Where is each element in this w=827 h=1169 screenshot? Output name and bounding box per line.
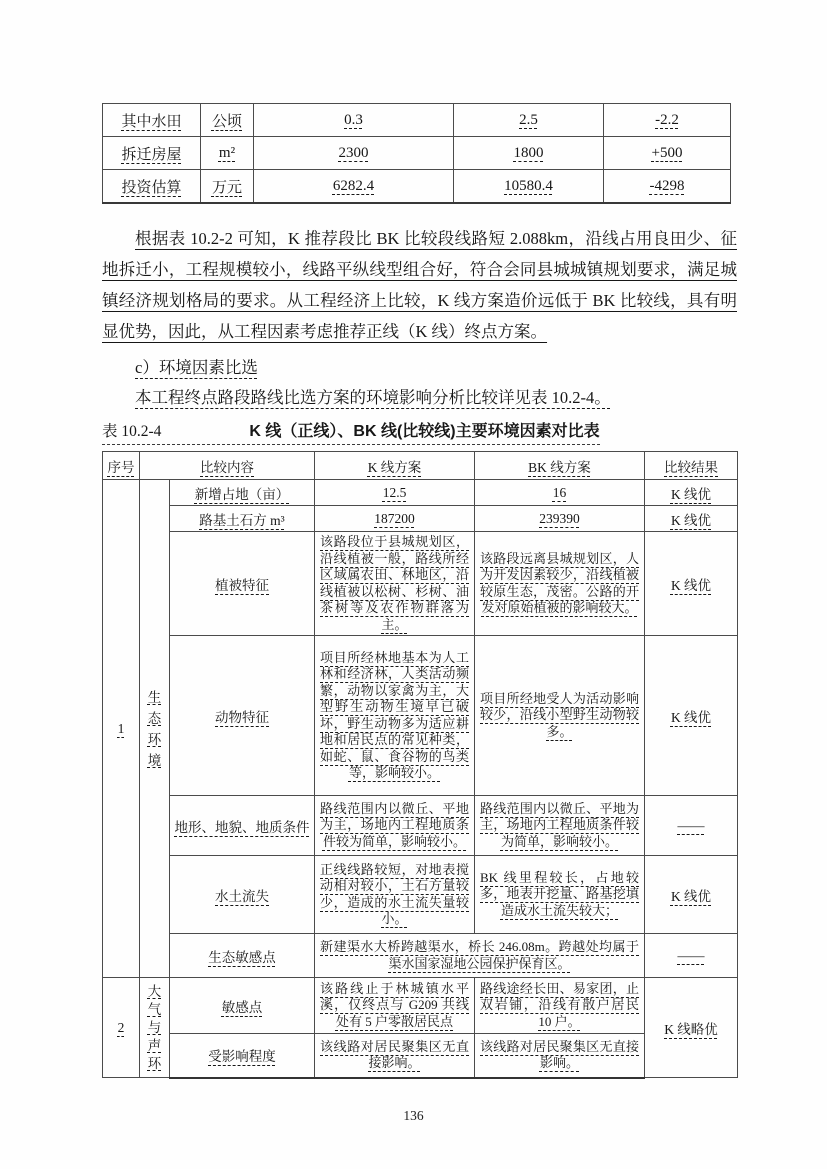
row-label-cell: 其中水田 xyxy=(103,104,201,137)
bk-cell: 路线途经长田、易家团，止双岩铺，沿线有散户居民 10 户。 xyxy=(475,978,645,1034)
table-row xyxy=(103,104,731,137)
bk-cell: 项目所经地受人为活动影响较少，沿线小型野生动物较多。 xyxy=(475,636,645,796)
diff-value-cell: -4298 xyxy=(604,170,731,204)
item-cell: 植被特征 xyxy=(170,532,315,636)
table-row xyxy=(103,796,738,856)
table-row xyxy=(103,1034,738,1078)
bk-cell: 路线范围内以微丘、平地为主，场地内工程地质条件较为简单，影响较小。 xyxy=(475,796,645,856)
bk-value-cell: 2.5 xyxy=(454,104,604,137)
header-bk: BK 线方案 xyxy=(475,452,645,480)
page-number: 136 xyxy=(403,1108,424,1123)
k-value-cell: 6282.4 xyxy=(254,170,454,204)
header-k: K 线方案 xyxy=(315,452,475,480)
result-cell: K 线优 xyxy=(645,856,738,934)
result-cell: K 线优 xyxy=(645,506,738,532)
header-result: 比较结果 xyxy=(645,452,738,480)
bk-cell: 该路段远离县城规划区，人为开发因素较少，沿线植被较原生态，茂密。公路的开发对原始植被的影响较大。 xyxy=(475,532,645,636)
section-no-cell: 1 xyxy=(103,480,140,978)
k-value-cell: 0.3 xyxy=(254,104,454,137)
result-cell: —— xyxy=(645,796,738,856)
row-label-cell: 拆迁房屋 xyxy=(103,137,201,170)
table-caption-title: K 线（正线）、BK 线(比较线)主要环境因素对比表 xyxy=(249,423,600,440)
item-cell: 动物特征 xyxy=(170,636,315,796)
unit-cell: 万元 xyxy=(201,170,254,204)
section-name-cell xyxy=(140,978,170,1078)
k-cell: 该线路对居民聚集区无直接影响。 xyxy=(315,1034,475,1078)
k-cell: 路线范围内以微丘、平地为主，场地内工程地质条件较为简单，影响较小。 xyxy=(315,796,475,856)
body-paragraph: 根据表 10.2-2 可知，K 推荐段比 BK 比较段线路短 2.088km，沿线占用良田少、征地拆迁小，工程规模较小，线路平纵线型组合好，符合会同县城城镇规划要求，满足城镇经济规划格局的要求。从工程经济上比较，K 线方案造价远低于 BK 比较线，具有明显优势，因此，从工程因素考虑推荐正线（K 线）终点方案。 xyxy=(102,229,737,341)
bk-cell: 239390 xyxy=(475,506,645,532)
bk-value-cell: 1800 xyxy=(454,137,604,170)
table-row xyxy=(103,532,738,636)
header-no: 序号 xyxy=(103,452,140,480)
table-caption-label: 表 10.2-4 xyxy=(102,423,162,440)
table-row xyxy=(103,137,731,170)
result-cell: K 线优 xyxy=(645,636,738,796)
section-no-cell: 2 xyxy=(103,978,140,1078)
header-content: 比较内容 xyxy=(140,452,315,480)
result-cell: K 线优 xyxy=(645,480,738,506)
k-cell: 该路段位于县城规划区，沿线植被一般，路线所经区域属农田、林地区，沿线植被以松树、杉树、油茶树等及农作物群落为主。 xyxy=(315,532,475,636)
bk-cell: 16 xyxy=(475,480,645,506)
k-cell: 该路线止于林城镇水平溪，仅终点与 G209 共线处有 5 户零散居民点 xyxy=(315,978,475,1034)
bk-cell: BK 线里程较长，占地较多，地表开挖量、路基挖填造成水土流失较大； xyxy=(475,856,645,934)
heading-c: c）环境因素比选 xyxy=(135,358,258,377)
k-cell: 项目所经林地基本为人工林和经济林，人类活动频繁，动物以家禽为主，大型野生动物生境早已破坏，野生动物多为适应耕地和居民点的常见种类，如蛇、鼠、食谷物的鸟类等，影响较小。 xyxy=(315,636,475,796)
item-cell: 新增占地（亩） xyxy=(170,480,315,506)
table-row xyxy=(103,506,738,532)
header-row xyxy=(103,452,738,480)
diff-value-cell: -2.2 xyxy=(604,104,731,137)
item-cell: 水土流失 xyxy=(170,856,315,934)
k-cell: 187200 xyxy=(315,506,475,532)
table-row xyxy=(103,170,731,204)
item-cell: 生态敏感点 xyxy=(170,934,315,978)
k-cell: 12.5 xyxy=(315,480,475,506)
table-row xyxy=(103,480,738,506)
table-caption xyxy=(102,418,737,445)
section-name-vertical: 大气与声环 xyxy=(147,983,162,1071)
bk-value-cell: 10580.4 xyxy=(454,170,604,204)
item-cell: 敏感点 xyxy=(170,978,315,1034)
k-cell: 正线线路较短，对地表搅动相对较小，土石方量较少，造成的水土流失量较小。 xyxy=(315,856,475,934)
body-paragraph: 本工程终点路段路线比选方案的环境影响分析比较详见表 10.2-4。 xyxy=(135,388,611,407)
row-label-cell: 投资估算 xyxy=(103,170,201,204)
table-row xyxy=(103,856,738,934)
bk-cell: 该线路对居民聚集区无直接影响。 xyxy=(475,1034,645,1078)
k-value-cell: 2300 xyxy=(254,137,454,170)
table-row xyxy=(103,934,738,978)
result-cell: —— xyxy=(645,934,738,978)
diff-value-cell: +500 xyxy=(604,137,731,170)
k-bk-merged-cell: 新建渠水大桥跨越渠水，桥长 246.08m。跨越处均属于渠水国家湿地公园保护保育区。 xyxy=(315,934,645,978)
section-name-vertical: 生态环境 xyxy=(147,689,162,768)
unit-cell: 公顷 xyxy=(201,104,254,137)
top-table xyxy=(102,103,731,204)
item-cell: 地形、地貌、地质条件 xyxy=(170,796,315,856)
item-cell: 受影响程度 xyxy=(170,1034,315,1078)
table-row xyxy=(103,978,738,1034)
table-row xyxy=(103,636,738,796)
result-cell: K 线优 xyxy=(645,532,738,636)
unit-cell: m² xyxy=(201,137,254,170)
result-cell: K 线略优 xyxy=(645,978,738,1078)
section-name-cell xyxy=(140,480,170,978)
item-cell: 路基土石方 m³ xyxy=(170,506,315,532)
comparison-table xyxy=(102,451,738,1079)
